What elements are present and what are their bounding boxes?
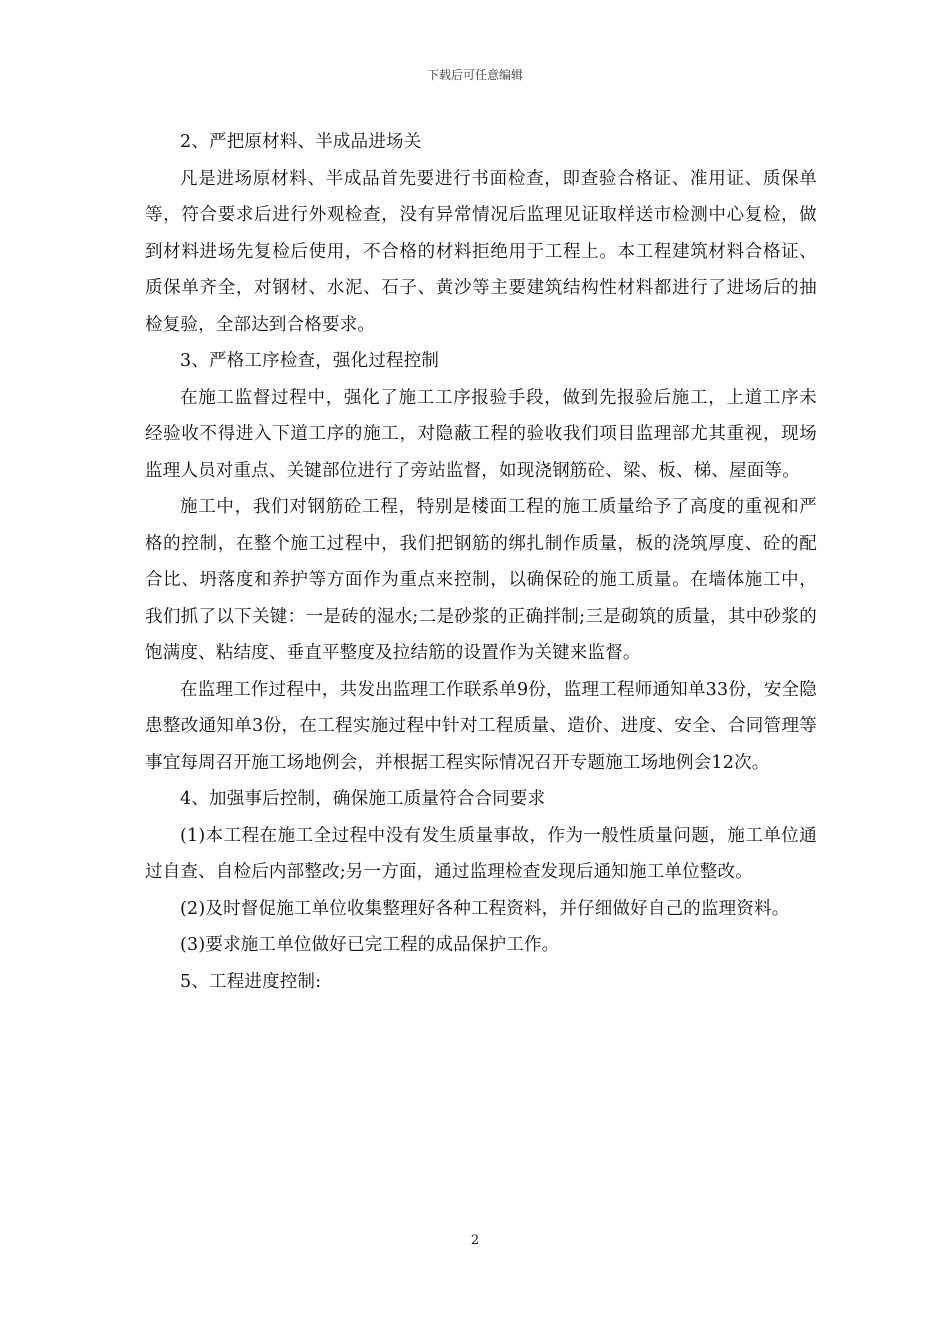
list-item-2: (2)及时督促施工单位收集整理好各种工程资料，并仔细做好自己的监理资料。 bbox=[180, 898, 790, 919]
list-item-3: (3)要求施工单位做好已完工程的成品保护工作。 bbox=[180, 935, 560, 955]
section-heading-materials: 2、严把原材料、半成品进场关 bbox=[180, 132, 422, 152]
document-body bbox=[145, 124, 817, 1000]
paragraph-concrete-quality: 施工中，我们对钢筋砼工程，特别是楼面工程的施工质量给予了高度的重视和严格的控制，在整个施工过程中，我们把钢筋的绑扎制作质量，板的浇筑厚度、砼的配合比、坍落度和养护等方面作为重点来控制，以确保砼的施工质量。在墙体施工中，我们抓了以下关键：一是砖的湿水;二是砂浆的正确拌制;三是砌筑的质量，其中砂浆的饱满度、粘结度、垂直平整度及拉结筋的设置作为关键来监督。 bbox=[145, 497, 817, 663]
section-heading-process-control: 3、严格工序检查，强化过程控制 bbox=[180, 351, 440, 371]
page-number: 2 bbox=[470, 1233, 480, 1248]
list-item-1: (1)本工程在施工全过程中没有发生质量事故，作为一般性质量问题，施工单位通过自查、自检后内部整改;另一方面，通过监理检查发现后通知施工单位整改。 bbox=[145, 825, 817, 882]
section-heading-progress-control: 5、工程进度控制: bbox=[180, 971, 322, 992]
page-header: 下载后可任意编辑 bbox=[426, 68, 523, 82]
paragraph-supervision-notices: 在监理工作过程中，共发出监理工作联系单9份，监理工程师通知单33份，安全隐患整改通知单3份，在工程实施过程中针对工程质量、造价、进度、安全、合同管理等事宜每周召开施工场地例会，并根据工程实际情况召开专题施工场地例会12次。 bbox=[145, 679, 817, 773]
paragraph-process-inspection: 在施工监督过程中，强化了施工工序报验手段，做到先报验后施工，上道工序未经验收不得进入下道工序的施工，对隐蔽工程的验收我们项目监理部尤其重视，现场监理人员对重点、关键部位进行了旁站监督，如现浇钢筋砼、梁、板、梯、屋面等。 bbox=[145, 387, 817, 481]
paragraph-materials-inspection: 凡是进场原材料、半成品首先要进行书面检查，即查验合格证、准用证、质保单等，符合要求后进行外观检查，没有异常情况后监理见证取样送市检测中心复检，做到材料进场先复检后使用，不合格的材料拒绝用于工程上。本工程建筑材料合格证、质保单齐全，对钢材、水泥、石子、黄沙等主要建筑结构性材料都进行了进场后的抽检复验，全部达到合格要求。 bbox=[145, 168, 817, 335]
section-heading-post-control: 4、加强事后控制，确保施工质量符合合同要求 bbox=[180, 789, 546, 809]
